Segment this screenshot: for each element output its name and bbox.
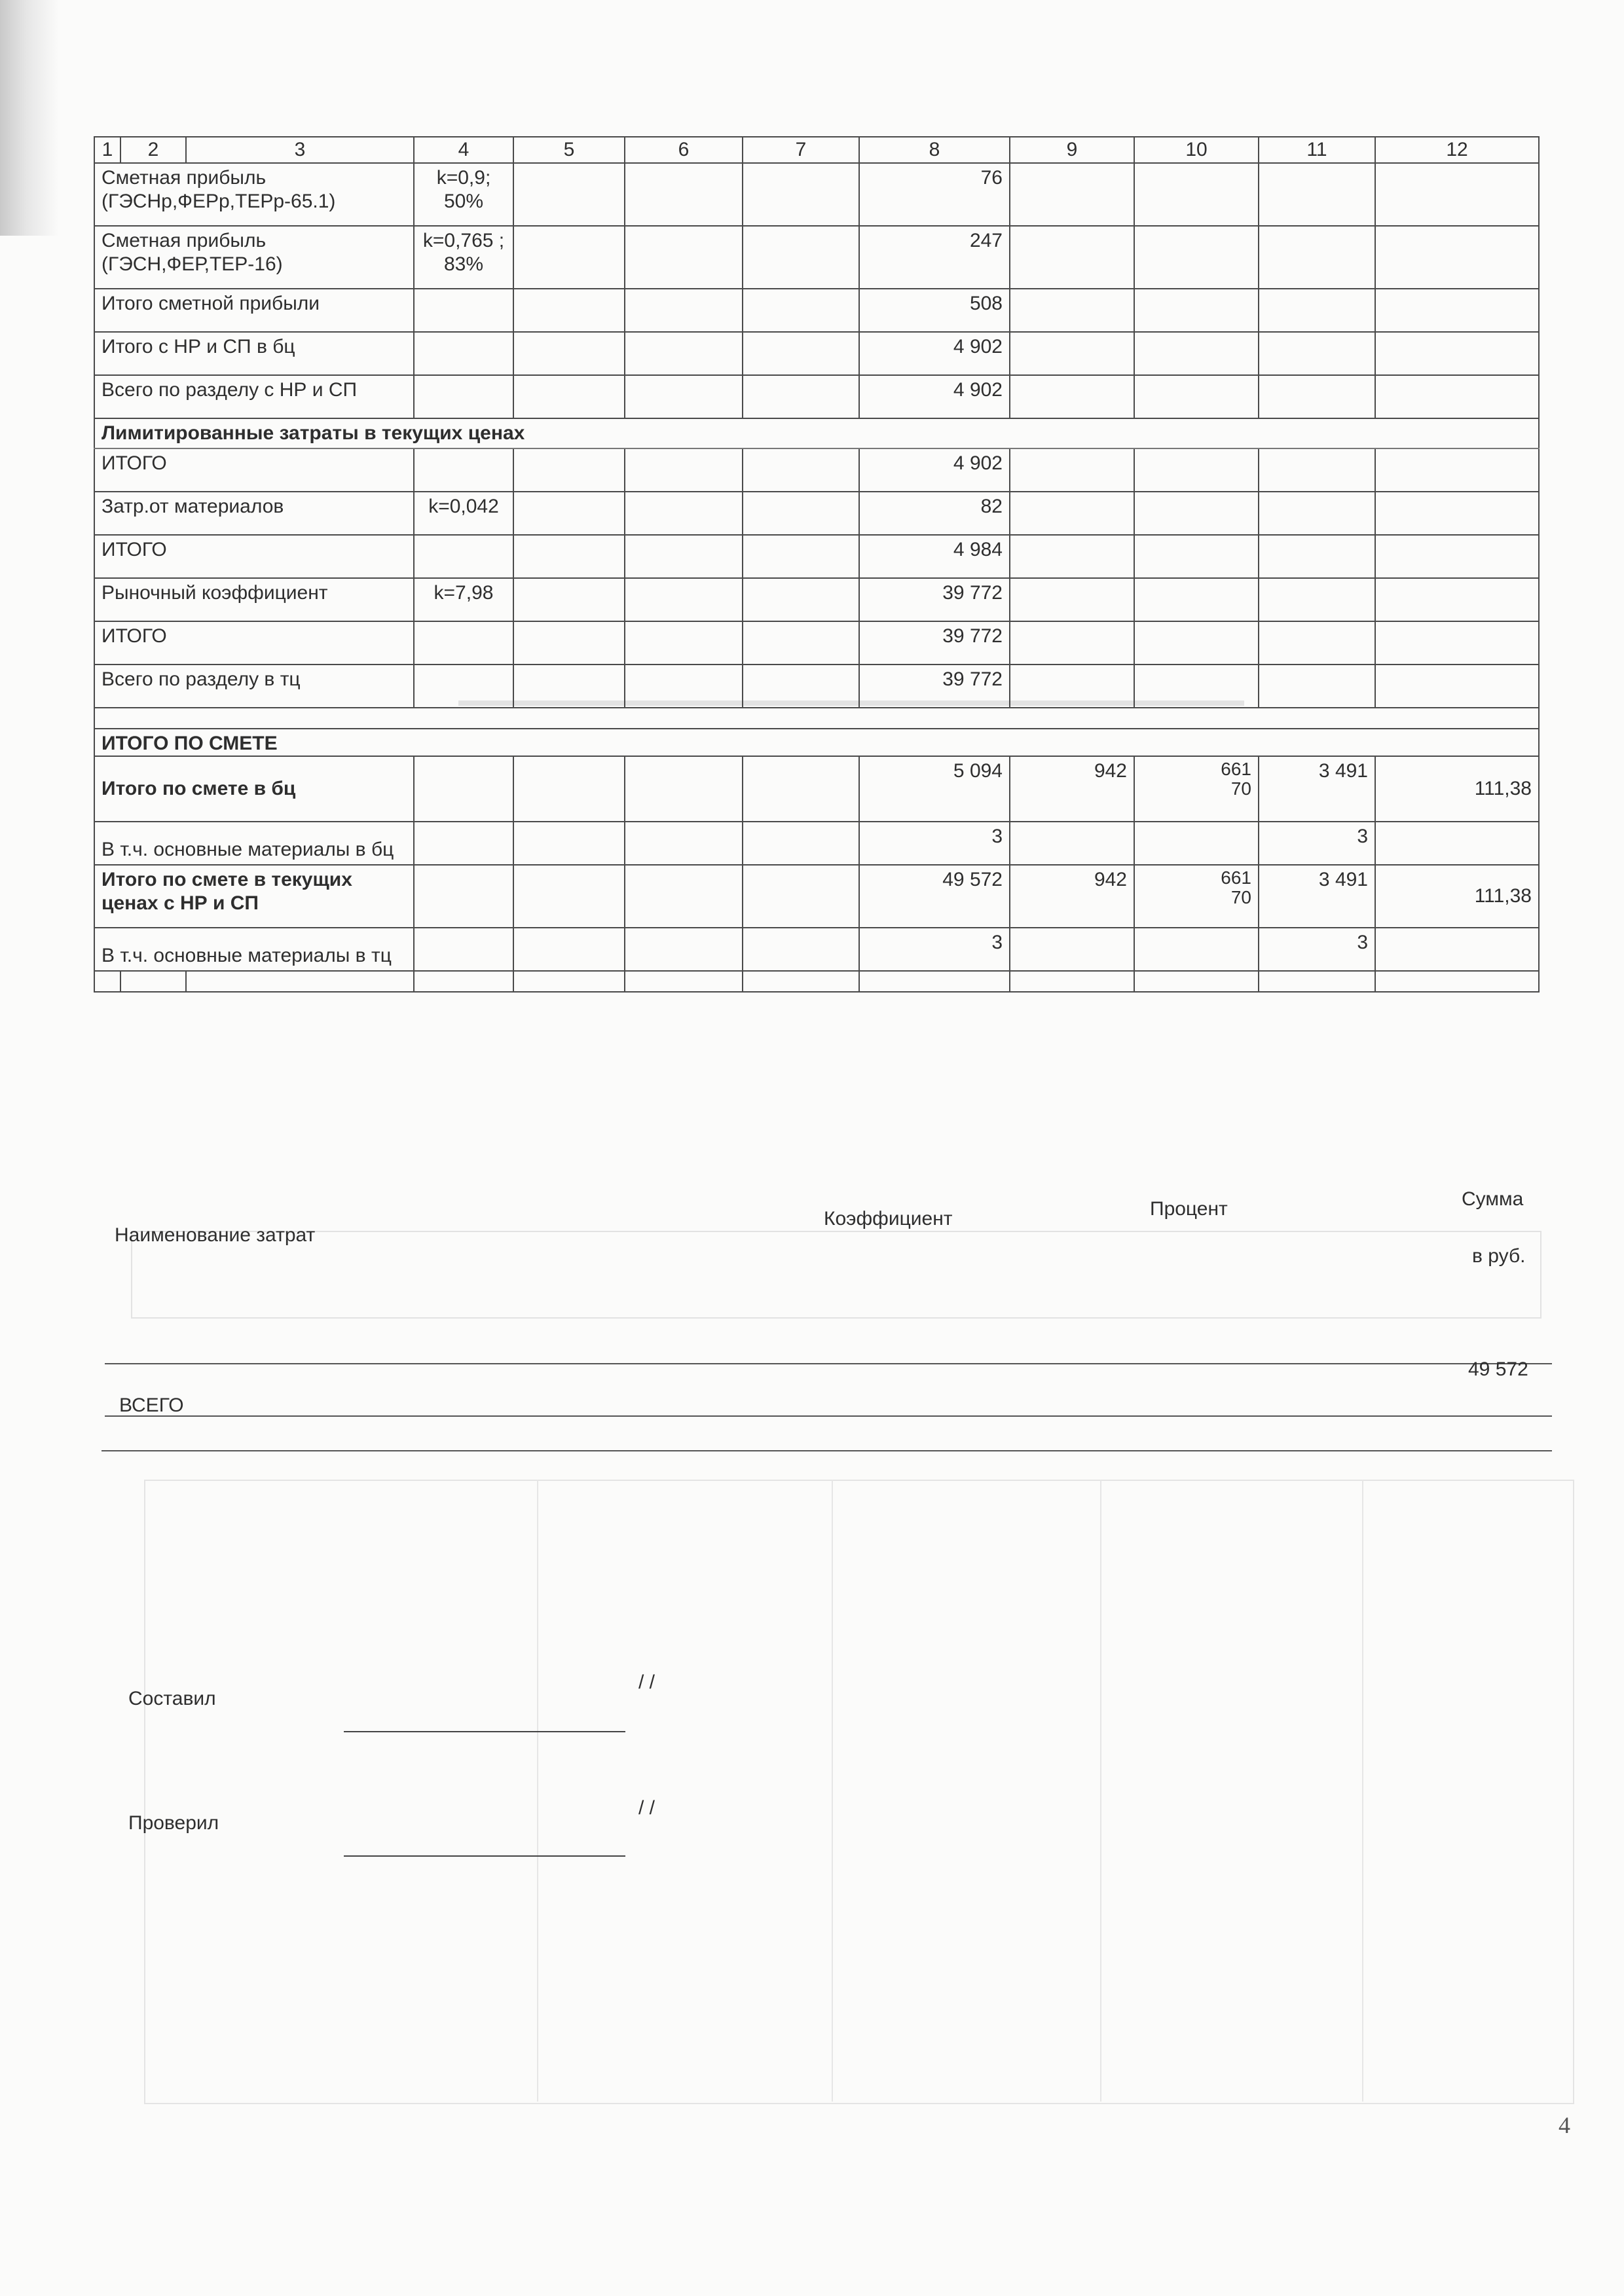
compiled-by-signature-line <box>344 1731 625 1732</box>
col-num: 6 <box>625 137 743 163</box>
table-row <box>94 492 1539 535</box>
row-coef: k=7,98 <box>414 578 513 621</box>
summary-total-label: ВСЕГО <box>119 1394 184 1416</box>
row-value-12: 111,38 <box>1375 756 1539 822</box>
row-value-10 <box>1134 822 1259 865</box>
row-value-10: 661 70 <box>1134 865 1259 928</box>
summary-total-value: 49 572 <box>1468 1358 1528 1380</box>
row-value-8: 39 772 <box>859 665 1010 708</box>
summary-col-sum-unit: в руб. <box>1472 1245 1526 1267</box>
limited-costs-title: Лимитированные затраты в текущих ценах <box>94 418 1539 448</box>
row-value-8: 508 <box>859 289 1010 332</box>
spacer-row <box>94 971 1539 992</box>
row-label: Рыночный коэффициент <box>94 578 414 621</box>
row-value-11: 3 491 <box>1259 756 1375 822</box>
table-row <box>94 928 1539 971</box>
row-coef <box>414 332 513 375</box>
row-label: Всего по разделу с НР и СП <box>94 375 414 418</box>
table-row <box>94 756 1539 822</box>
col-num: 11 <box>1259 137 1375 163</box>
row-value-8: 3 <box>859 822 1010 865</box>
row-coef <box>414 289 513 332</box>
summary-rule <box>105 1415 1552 1417</box>
row-value-9 <box>1010 928 1134 971</box>
col-num: 4 <box>414 137 513 163</box>
table-row <box>94 621 1539 665</box>
col-num: 3 <box>186 137 414 163</box>
row-coef <box>414 375 513 418</box>
row-value-12 <box>1375 928 1539 971</box>
col-num: 8 <box>859 137 1010 163</box>
table-row <box>94 375 1539 418</box>
row-label: Итого по смете в бц <box>94 756 414 822</box>
table-row <box>94 226 1539 289</box>
row-value-12 <box>1375 822 1539 865</box>
row-value-8: 49 572 <box>859 865 1010 928</box>
table-row <box>94 578 1539 621</box>
row-value-9: 942 <box>1010 865 1134 928</box>
section-title-row <box>94 418 1539 448</box>
col-num: 2 <box>120 137 186 163</box>
row-label: Итого сметной прибыли <box>94 289 414 332</box>
compiled-by-label: Составил <box>128 1688 216 1709</box>
row-coef <box>414 448 513 492</box>
col-num: 1 <box>94 137 120 163</box>
row-coef: k=0,042 <box>414 492 513 535</box>
col-num: 5 <box>513 137 625 163</box>
row-coef <box>414 621 513 665</box>
estimate-total-title: ИТОГО ПО СМЕТЕ <box>94 729 1539 756</box>
summary-col-sum: Сумма <box>1462 1188 1524 1210</box>
summary-rule <box>101 1450 1552 1451</box>
row-value-8: 4 902 <box>859 448 1010 492</box>
summary-col-coef: Коэффициент <box>824 1208 953 1230</box>
row-value-11: 3 <box>1259 928 1375 971</box>
summary-col-percent: Процент <box>1150 1198 1228 1220</box>
row-value-8: 4 902 <box>859 375 1010 418</box>
table-row <box>94 865 1539 928</box>
row-value-12: 111,38 <box>1375 865 1539 928</box>
col-num: 10 <box>1134 137 1259 163</box>
row-value-8: 3 <box>859 928 1010 971</box>
row-value-9: 942 <box>1010 756 1134 822</box>
row-coef: k=0,765 ; 83% <box>414 226 513 289</box>
table-row <box>94 822 1539 865</box>
row-label: В т.ч. основные материалы в бц <box>94 822 414 865</box>
col-num: 12 <box>1375 137 1539 163</box>
row-label: ИТОГО <box>94 621 414 665</box>
row-label: Сметная прибыль (ГЭСНр,ФЕРр,ТЕРр-65.1) <box>94 163 414 226</box>
estimate-table <box>94 136 1540 993</box>
row-coef <box>414 665 513 708</box>
row-value-10 <box>1134 928 1259 971</box>
row-value-10: 661 70 <box>1134 756 1259 822</box>
row-value-11: 3 491 <box>1259 865 1375 928</box>
row-label: Затр.от материалов <box>94 492 414 535</box>
row-label: Итого по смете в текущих ценах с НР и СП <box>94 865 414 928</box>
column-number-row <box>94 137 1539 163</box>
row-label: ИТОГО <box>94 535 414 578</box>
row-value-8: 4 984 <box>859 535 1010 578</box>
row-value-8: 39 772 <box>859 578 1010 621</box>
row-value-9 <box>1010 822 1134 865</box>
table-row <box>94 289 1539 332</box>
row-value-8: 247 <box>859 226 1010 289</box>
section-title-row <box>94 729 1539 756</box>
col-num: 9 <box>1010 137 1134 163</box>
compiled-by-slashes: / / <box>638 1671 655 1693</box>
row-coef: k=0,9; 50% <box>414 163 513 226</box>
spacer-row <box>94 708 1539 729</box>
cost-summary <box>98 1178 1552 1467</box>
summary-rule <box>105 1363 1552 1364</box>
checked-by-signature-line <box>344 1855 625 1857</box>
row-label: В т.ч. основные материалы в тц <box>94 928 414 971</box>
summary-col-name: Наименование затрат <box>115 1224 316 1246</box>
col-num: 7 <box>743 137 859 163</box>
row-value-8: 4 902 <box>859 332 1010 375</box>
row-value-8: 82 <box>859 492 1010 535</box>
row-value-8: 76 <box>859 163 1010 226</box>
row-label: ИТОГО <box>94 448 414 492</box>
row-label: Сметная прибыль (ГЭСН,ФЕР,ТЕР-16) <box>94 226 414 289</box>
row-value-11: 3 <box>1259 822 1375 865</box>
row-label: Всего по разделу в тц <box>94 665 414 708</box>
checked-by-label: Проверил <box>128 1812 219 1834</box>
row-label: Итого с НР и СП в бц <box>94 332 414 375</box>
table-row <box>94 665 1539 708</box>
row-value-8: 39 772 <box>859 621 1010 665</box>
table-row <box>94 535 1539 578</box>
table-row <box>94 163 1539 226</box>
row-coef <box>414 535 513 578</box>
checked-by-slashes: / / <box>638 1797 655 1819</box>
table-row <box>94 448 1539 492</box>
table-row <box>94 332 1539 375</box>
row-value-8: 5 094 <box>859 756 1010 822</box>
page-number: 4 <box>1559 2112 1570 2138</box>
